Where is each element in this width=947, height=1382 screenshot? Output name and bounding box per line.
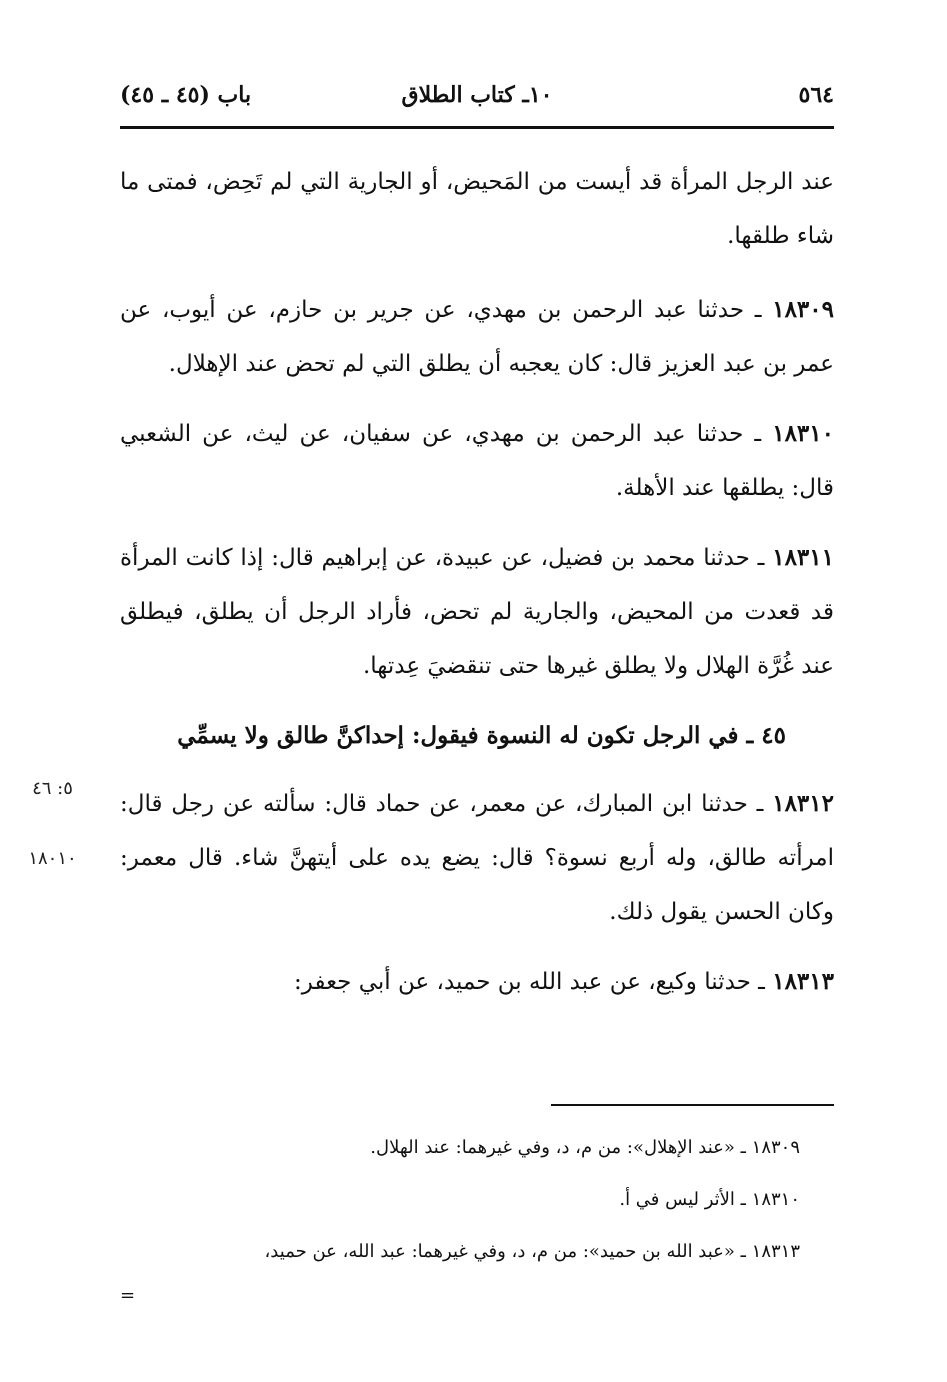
paragraph [120, 777, 834, 939]
footnotes [120, 1122, 800, 1278]
margin-reference: ٥: ٤٦ [32, 778, 73, 799]
paragraph-text: ـ حدثنا وكيع، عن عبد الله بن حميد، عن أبي جعفر: [294, 969, 773, 995]
hadith-number: ١٨٣١٣ [772, 968, 834, 995]
section-heading: ٤٥ ـ في الرجل تكون له النسوة فيقول: إحداكنَّ طالق ولا يسمِّي [177, 722, 786, 749]
page-number: ٥٦٤ [798, 82, 834, 108]
paragraph-text: ـ حدثنا محمد بن فضيل، عن عبيدة، عن إبراهيم قال: إذا كانت المرأة قد قعدت من المحيض، والجارية لم تحض، فأراد الرجل أن يطلق، فيطلق عند غُرَّة الهلال ولا يطلق غيرها حتى تنقضيَ عِدتها. [120, 545, 834, 679]
hadith-number: ١٨٣١١ [772, 544, 834, 571]
footnote-rule [551, 1104, 834, 1106]
header-rule [120, 126, 834, 129]
chapter-label: باب (٤٥ ـ ٤٥) [120, 82, 252, 108]
continuation-mark: = [120, 1285, 136, 1306]
paragraph-text: ـ حدثنا عبد الرحمن بن مهدي، عن سفيان، عن ليث، عن الشعبي قال: يطلقها عند الأهلة. [120, 421, 834, 501]
paragraph [120, 531, 834, 693]
paragraph [120, 155, 834, 263]
hadith-number: ١٨٣١٢ [772, 790, 834, 817]
paragraph-text: ـ حدثنا ابن المبارك، عن معمر، عن حماد قال: سألته عن رجل قال: امرأته طالق، وله أربع نسوة؟ قال: يضع يده على أيتهنَّ شاء. قال معمر: وكان الحسن يقول ذلك. [120, 791, 834, 925]
paragraph-text: عند الرجل المرأة قد أيست من المَحيض، أو الجارية التي لم تَحِض، فمتى ما شاء طلقها. [120, 169, 834, 249]
paragraph [120, 955, 834, 1009]
main-text [120, 155, 834, 1025]
paragraph-text: ـ حدثنا عبد الرحمن بن مهدي، عن جرير بن حازم، عن أيوب، عن عمر بن عبد العزيز قال: كان يعجبه أن يطلق التي لم تحض عند الإهلال. [120, 297, 834, 377]
hadith-number: ١٨٣١٠ [772, 420, 834, 447]
margin-reference: ١٨٠١٠ [28, 848, 77, 869]
page-header [120, 82, 834, 122]
paragraph [120, 283, 834, 391]
paragraph [120, 407, 834, 515]
footnote: ١٨٣٠٩ ـ «عند الإهلال»: من م، د، وفي غيرهما: عند الهلال. [370, 1137, 800, 1158]
book-title: ١٠ـ كتاب الطلاق [401, 82, 553, 108]
footnote: ١٨٣١٣ ـ «عبد الله بن حميد»: من م، د، وفي غيرهما: عبد الله، عن حميد، [264, 1241, 800, 1262]
footnote: ١٨٣١٠ ـ الأثر ليس في أ. [619, 1189, 800, 1210]
hadith-number: ١٨٣٠٩ [772, 296, 834, 323]
